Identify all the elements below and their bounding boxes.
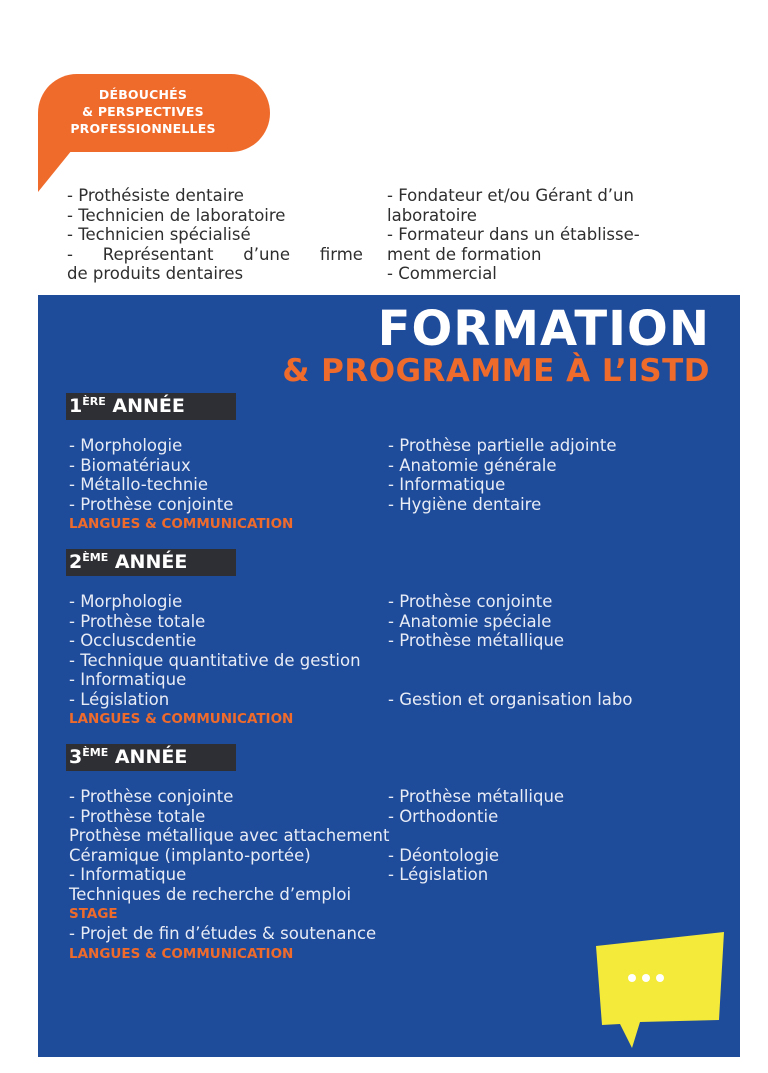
badge-label (48, 86, 238, 137)
list-item: - Prothèse partielle adjointe (388, 436, 617, 455)
year-suffix: ÈME (82, 746, 109, 759)
list-item: - Anatomie générale (388, 455, 557, 475)
formation-subtitle: & PROGRAMME À L’ISTD (282, 353, 710, 389)
list-item: - Prothèse conjointe (69, 787, 234, 806)
year-label: ANNÉE (112, 395, 185, 417)
list-item: laboratoire (387, 205, 477, 225)
stage-label: STAGE (69, 906, 118, 922)
dot (656, 974, 664, 982)
word: d’une (243, 244, 291, 264)
debouches-list-left (67, 186, 363, 284)
year-2-heading (66, 549, 236, 576)
list-item: - Prothésiste dentaire (67, 186, 244, 205)
list-item: - Législation (69, 689, 170, 709)
list-item: - Occluscdentie (69, 631, 197, 650)
list-item: - Déontologie (388, 845, 500, 865)
year-number: 2 (69, 551, 83, 573)
list-item: - Biomatériaux (69, 455, 191, 475)
languages-label: LANGUES & COMMUNICATION (69, 946, 294, 962)
list-item: - Prothèse conjointe (69, 494, 234, 514)
list-item: Prothèse métallique avec attachement (69, 826, 390, 845)
list-item: - Informatique (69, 670, 187, 689)
list-item: - Prothèse totale (69, 611, 206, 631)
year-suffix: ÈRE (82, 395, 106, 408)
list-item: - Technicien spécialisé (67, 225, 251, 244)
year-suffix: ÈME (82, 551, 109, 564)
word: firme (319, 244, 363, 264)
badge-line-1: DÉBOUCHÉS (98, 87, 188, 102)
languages-label: LANGUES & COMMUNICATION (69, 516, 294, 532)
badge-line-2: & PERSPECTIVES (82, 104, 204, 119)
badge-line-3: PROFESSIONNELLES (70, 121, 216, 136)
list-item: - Projet de fin d’études & soutenance (69, 924, 377, 943)
list-item: - Orthodontie (388, 806, 499, 826)
list-item: - Anatomie spéciale (388, 611, 552, 631)
list-item: - Informatique (69, 865, 187, 884)
list-item: - Prothèse conjointe (388, 592, 553, 611)
languages-label: LANGUES & COMMUNICATION (69, 711, 294, 727)
year-label: ANNÉE (114, 551, 188, 573)
list-item: - Morphologie (69, 592, 183, 611)
ellipsis-dots (628, 974, 664, 982)
list-item: - Gestion et organisation labo (388, 689, 633, 709)
list-item: - Hygiène dentaire (388, 494, 542, 514)
list-item: - Technicien de laboratoire (67, 205, 286, 225)
list-item: - Prothèse métallique (388, 787, 565, 806)
list-item: - Fondateur et/ou Gérant d’un (387, 186, 634, 205)
list-item: - Morphologie (69, 436, 183, 455)
dot (642, 974, 650, 982)
list-item: Céramique (implanto-portée) (69, 845, 311, 865)
list-item: - Prothèse métallique (388, 631, 565, 650)
ellipsis-chat-icon (556, 932, 728, 1052)
year-label: ANNÉE (114, 746, 188, 768)
list-item: - Technique quantitative de gestion (69, 650, 361, 670)
word: Représentant (102, 244, 214, 264)
year-1-heading (66, 393, 236, 420)
list-item: - Commercial (387, 264, 497, 283)
year-number: 3 (69, 746, 83, 768)
word: - (67, 244, 73, 264)
list-item: - Prothèse totale (69, 806, 206, 826)
list-item: - Informatique (388, 475, 506, 494)
list-item: de produits dentaires (67, 264, 244, 283)
list-item: - Formateur dans un établisse- (387, 225, 640, 244)
list-item: ment de formation (387, 244, 542, 264)
list-item: - Métallo-technie (69, 475, 209, 494)
year-number: 1 (69, 395, 83, 417)
section-badge-debouches (38, 74, 270, 194)
list-item: - Législation (388, 865, 489, 884)
formation-title: FORMATION (377, 301, 710, 357)
list-item: Techniques de recherche d’emploi (69, 884, 352, 904)
year-3-heading (66, 744, 236, 771)
list-item-justified (67, 245, 363, 265)
dot (628, 974, 636, 982)
debouches-list-right (387, 186, 687, 284)
